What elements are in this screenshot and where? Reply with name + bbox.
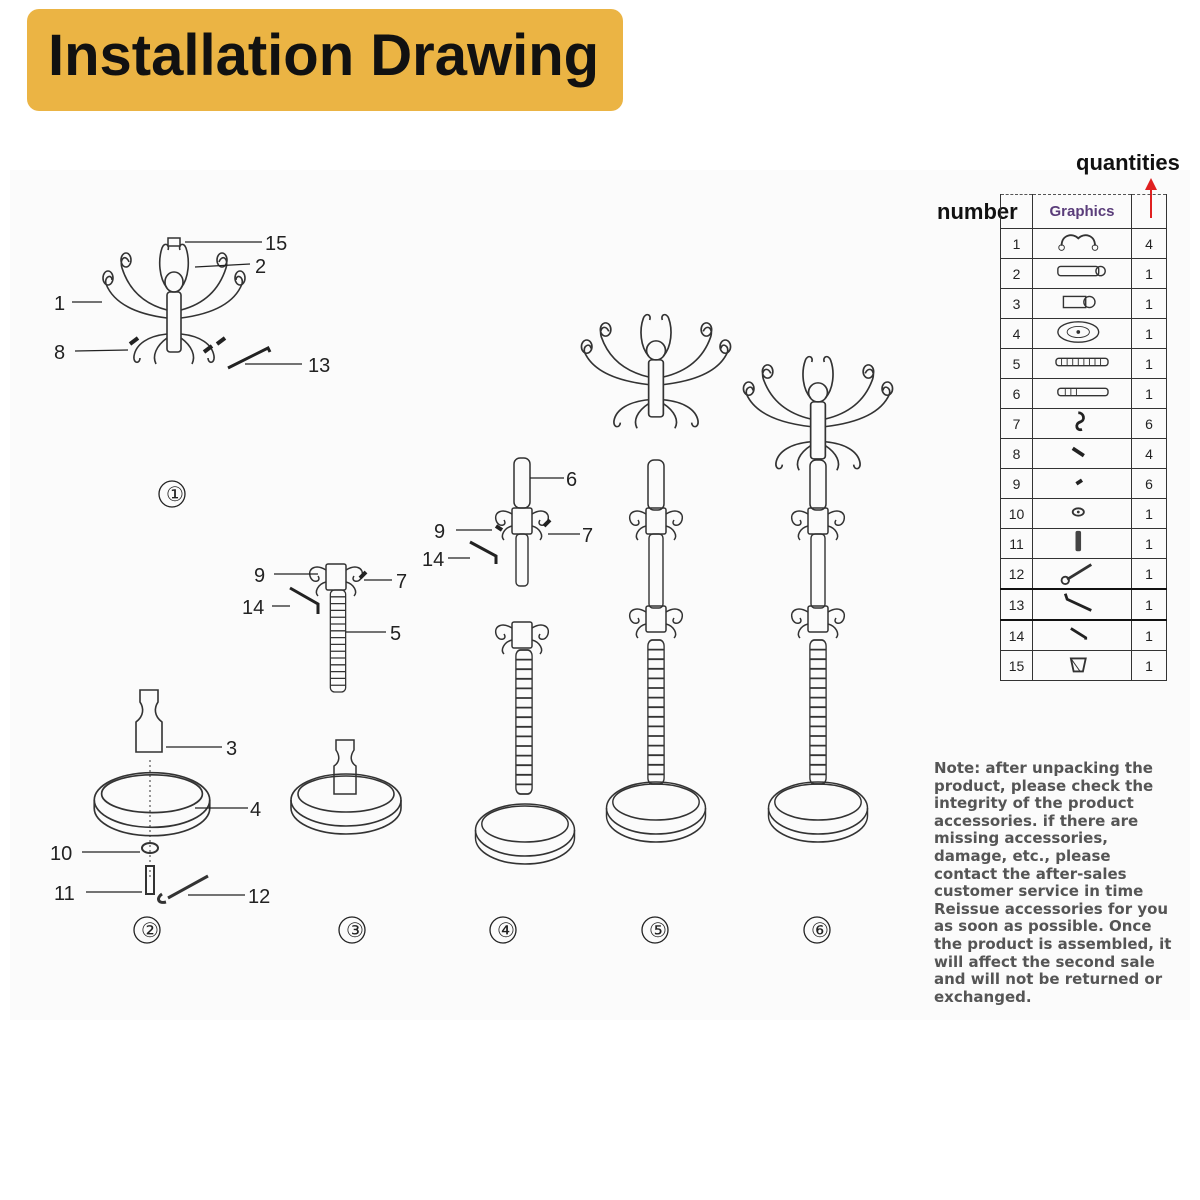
- wrench: [159, 876, 208, 902]
- upper-hooks-cluster: [496, 508, 549, 540]
- upper-pole: [514, 458, 530, 508]
- row-qty: 1: [1132, 589, 1167, 620]
- parts-table-row: [1001, 409, 1167, 439]
- page-title: Installation Drawing: [48, 23, 600, 88]
- long-pole-icon: [1052, 349, 1112, 375]
- row-number: 4: [1001, 319, 1033, 349]
- row-qty: 4: [1132, 229, 1167, 259]
- double-hook-icon: [1052, 229, 1112, 255]
- header-number: [1001, 195, 1033, 229]
- step4-upper-pole-assembly: [422, 458, 593, 864]
- row-qty: 1: [1132, 259, 1167, 289]
- row-qty: 1: [1132, 379, 1167, 409]
- row-number: 13: [1001, 589, 1033, 620]
- callout-5: 5: [390, 623, 402, 645]
- row-number: 12: [1001, 559, 1033, 590]
- row-qty: 4: [1132, 439, 1167, 469]
- row-number: 3: [1001, 289, 1033, 319]
- small-hooks-cluster: [310, 564, 363, 596]
- row-qty: 1: [1132, 529, 1167, 559]
- small-hex-key-icon: [1052, 621, 1112, 647]
- row-number: 5: [1001, 349, 1033, 379]
- callout-7: 7: [396, 571, 408, 593]
- callout-14: 14: [242, 597, 265, 619]
- round-base-icon: [1052, 319, 1112, 345]
- top-finial-icon: [1052, 259, 1112, 285]
- row-qty: 1: [1132, 319, 1167, 349]
- parts-table-row: [1001, 499, 1167, 529]
- step-6-label: ⑥: [811, 920, 829, 942]
- callout-15: 15: [265, 233, 288, 255]
- parts-table-row: [1001, 289, 1167, 319]
- parts-table-row: [1001, 651, 1167, 681]
- row-qty: 1: [1132, 289, 1167, 319]
- step1-crown-assembly: [54, 233, 330, 377]
- callout-2: 2: [255, 256, 267, 278]
- washer-icon: [1052, 499, 1112, 525]
- row-number: 11: [1001, 529, 1033, 559]
- callout-7b: 7: [582, 525, 594, 547]
- row-qty: 1: [1132, 620, 1167, 651]
- quantities-label: quantities: [1076, 150, 1180, 175]
- parts-table-row: [1001, 319, 1167, 349]
- parts-table-row: [1001, 529, 1167, 559]
- step5-crown-attach: [581, 315, 730, 842]
- parts-table-row: [1001, 349, 1167, 379]
- cap-part: [168, 238, 180, 246]
- short-post-icon: [1052, 289, 1112, 315]
- parts-table-row: [1001, 620, 1167, 651]
- row-number: 9: [1001, 469, 1033, 499]
- callout-13: 13: [308, 355, 331, 377]
- long-pole: [330, 590, 345, 692]
- callout-10: 10: [50, 843, 73, 865]
- callout-12: 12: [248, 886, 271, 908]
- parts-table-row: [1001, 379, 1167, 409]
- parts-table-header: [1001, 195, 1167, 229]
- assembled-base: [291, 774, 401, 834]
- dowel-screw-icon: [1052, 439, 1112, 465]
- step-2-label: ②: [141, 920, 159, 942]
- wrench-icon: [1052, 559, 1112, 585]
- crown-top-finial: [103, 244, 245, 364]
- callout-1: 1: [54, 293, 66, 315]
- header-qty: [1132, 195, 1167, 229]
- large-hex-key-icon: [1052, 590, 1112, 616]
- number-label: number: [937, 199, 1018, 224]
- row-number: 14: [1001, 620, 1033, 651]
- small-hook-icon: [1052, 409, 1112, 435]
- bolt-icon: [1052, 529, 1112, 555]
- callout-9: 9: [254, 565, 266, 587]
- callout-4: 4: [250, 799, 262, 821]
- step-1-label: ①: [166, 484, 184, 506]
- step-3-label: ③: [346, 920, 364, 942]
- dowel-screws: [130, 338, 225, 352]
- row-number: 6: [1001, 379, 1033, 409]
- parts-table-row: [1001, 229, 1167, 259]
- row-qty: 1: [1132, 651, 1167, 681]
- row-qty: 1: [1132, 499, 1167, 529]
- short-screw-icon: [1052, 469, 1112, 495]
- step3-pole-assembly: [242, 564, 407, 834]
- row-number: 15: [1001, 651, 1033, 681]
- note-text: Note: after unpacking the product, please check the integrity of the product accessories. if there are missing accessories, damage, etc., please contact the after-sales customer service in time Reissue accessories for you as soon as possible. Once the product is assembled, it will affect the second sale and will not be returned or exchanged.: [934, 759, 1172, 1006]
- cap-icon: [1052, 651, 1112, 677]
- step-5-label: ⑤: [649, 920, 667, 942]
- parts-table-row: [1001, 589, 1167, 620]
- row-number: 2: [1001, 259, 1033, 289]
- step-4-label: ④: [497, 920, 515, 942]
- callout-6: 6: [566, 469, 578, 491]
- parts-table-row: [1001, 439, 1167, 469]
- header-graphics: Graphics: [1033, 195, 1132, 229]
- row-number: 1: [1001, 229, 1033, 259]
- row-qty: 6: [1132, 469, 1167, 499]
- row-number: 7: [1001, 409, 1033, 439]
- short-post: [136, 690, 162, 752]
- parts-table-row: [1001, 259, 1167, 289]
- step2-base-assembly: [50, 690, 270, 908]
- row-qty: 6: [1132, 409, 1167, 439]
- callout-11: 11: [54, 883, 75, 905]
- upper-pole-icon: [1052, 379, 1112, 405]
- step6-complete-stand: [743, 357, 892, 842]
- parts-table-row: [1001, 469, 1167, 499]
- callout-8: 8: [54, 342, 66, 364]
- row-qty: 1: [1132, 559, 1167, 590]
- hex-key-small: [290, 588, 318, 614]
- callout-3: 3: [226, 738, 238, 760]
- row-qty: 1: [1132, 349, 1167, 379]
- row-number: 10: [1001, 499, 1033, 529]
- parts-table-row: [1001, 559, 1167, 590]
- row-number: 8: [1001, 439, 1033, 469]
- parts-table: [1000, 194, 1167, 681]
- callout-9b: 9: [434, 521, 446, 543]
- hex-key-large: [228, 348, 270, 368]
- round-base: [94, 773, 210, 836]
- callout-14b: 14: [422, 549, 445, 571]
